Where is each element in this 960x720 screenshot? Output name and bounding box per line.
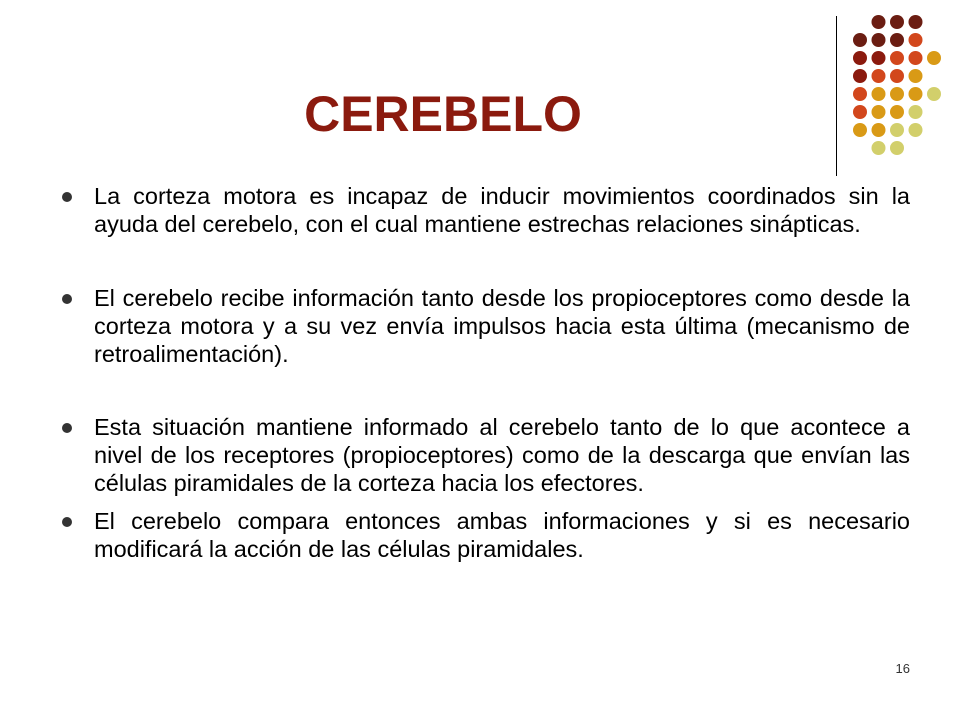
decorative-dot [853,51,867,65]
decorative-dot [909,123,923,137]
decorative-dot [927,87,941,101]
bullet-text: El cerebelo compara entonces ambas informaciones y si es necesario modificará la acción de las células piramidales. [94,508,910,562]
bullet-text: Esta situación mantiene informado al cerebelo tanto de lo que acontece a nivel de los receptores (propioceptores) como de la descarga que envían las células piramidales de la corteza hacia los efectores. [94,414,910,496]
bullet-dot-icon [62,517,72,527]
decorative-dot [890,15,904,29]
decorative-dot [890,33,904,47]
bullet-item [60,413,910,497]
decorative-dot [853,105,867,119]
decorative-dot [890,105,904,119]
bullet-dot-icon [62,192,72,202]
decorative-dot [890,123,904,137]
bullet-list [60,182,910,563]
decorative-dot [890,141,904,155]
slide-title: CEREBELO [304,86,582,142]
decorative-dot-grid [846,8,946,158]
decorative-dot [872,123,886,137]
bullet-text: El cerebelo recibe información tanto desde los propioceptores como desde la corteza motora y a su vez envía impulsos hacia esta última (mecanismo de retroalimentación). [94,285,910,367]
bullet-item [60,182,910,238]
bullet-item [60,507,910,563]
decorative-divider-line [836,16,837,176]
decorative-dot [909,33,923,47]
decorative-dot [909,87,923,101]
decorative-dot [890,51,904,65]
decorative-dot [909,69,923,83]
decorative-dot [872,105,886,119]
decorative-dot [909,15,923,29]
decorative-dot [872,69,886,83]
decorative-dot [872,15,886,29]
bullet-item [60,284,910,368]
bullet-text: La corteza motora es incapaz de inducir movimientos coordinados sin la ayuda del cerebelo, con el cual mantiene estrechas relaciones sinápticas. [94,183,910,237]
decorative-dot [872,141,886,155]
decorative-dot [890,69,904,83]
decorative-dot [872,87,886,101]
decorative-dot [853,123,867,137]
decorative-dot [872,33,886,47]
bullet-dot-icon [62,294,72,304]
decorative-dot [927,51,941,65]
decorative-dot [909,51,923,65]
page-number: 16 [895,661,910,676]
decorative-dot [890,87,904,101]
decorative-dot [853,33,867,47]
decorative-dot [909,105,923,119]
bullet-dot-icon [62,423,72,433]
decorative-dot [872,51,886,65]
decorative-dot [853,69,867,83]
decorative-dot [853,87,867,101]
